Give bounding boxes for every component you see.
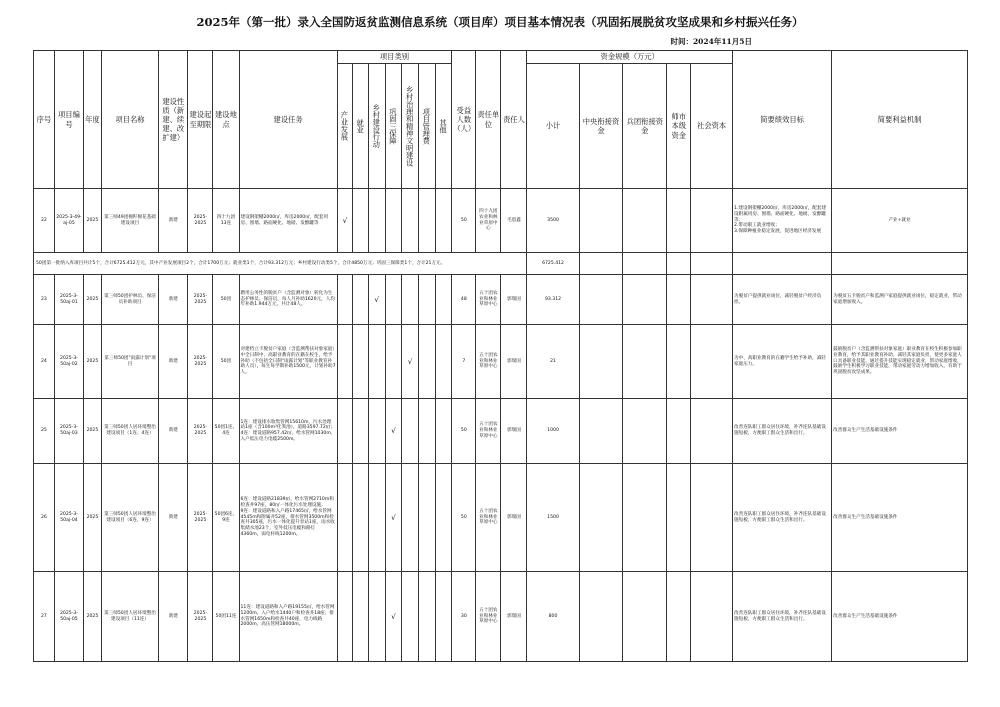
col-benefit: 简要利益机制 [832, 51, 968, 189]
cell-beneficiaries: 30 [452, 572, 476, 662]
table-row [34, 325, 968, 399]
fund-cell [667, 325, 691, 399]
cell-benefit: 改善群众生产生活基础设施条件 [832, 464, 968, 572]
col-category-group: 项目类别 [337, 51, 452, 64]
cell-cat-industry: √ [337, 189, 353, 253]
summary-row [34, 253, 968, 275]
cell-fund-total: 3500 [527, 189, 579, 253]
cell-nature: 新建 [159, 464, 188, 572]
fund-cell [667, 399, 691, 464]
cell-name: 第三师50团人居环境整治建设项目（11连） [101, 572, 158, 662]
category-cell [418, 464, 435, 572]
fund-cell [691, 464, 733, 572]
report-date: 时间：2024年11月5日 [670, 37, 752, 46]
col-unit: 责任单位 [476, 51, 501, 189]
cell-benefit: 鼓励脱贫户（含监测帮扶对象家庭）职业教育在校生积极参加职业教育，给予其职业教育补助，减轻其家庭负担，使更多家庭人口具备职业技能，通过提升技能实现稳定就业，带动家庭增收，鼓励学生积极学习职业技能，带动家庭劳动力增加收入，有助于巩固脱贫攻坚成果。 [832, 325, 968, 399]
category-cell [402, 399, 419, 464]
category-cell [385, 325, 402, 399]
cell-code: 2025-3-50aj-02 [54, 325, 83, 399]
cell-unit: 五十团农业和林业草原中心 [476, 399, 501, 464]
category-cell [435, 572, 452, 662]
cell-place: 50团 [213, 275, 239, 325]
cell-unit: 五十团农业和林业草原中心 [476, 275, 501, 325]
table-row [34, 572, 968, 662]
cell-unit: 五十团农业和林业草原中心 [476, 325, 501, 399]
col-fund-total: 小计 [527, 64, 579, 189]
category-cell [353, 325, 369, 399]
cell-task: 6连：建设道路21839㎡，给水管网2710m和检查井97座，80㎡一体化污水处理设施。 9连：建设道路和入户路17465㎡，给水管网4545m和附属井52座，排水管网3500m和检查井305座，污水一体化提升泵站1座，雨水收集储水池23个，室外低压电缆和路灯4360m，弱电杆线1200m。 [239, 464, 337, 572]
category-cell [337, 275, 353, 325]
cell-code: 2025-3-50aj-01 [54, 275, 83, 325]
cell-year: 2025 [84, 399, 102, 464]
col-fund-bingtuan: 兵团衔接资金 [623, 64, 667, 189]
fund-cell [579, 275, 623, 325]
cell-person: 毛恩鑫 [501, 189, 527, 253]
cell-seq: 25 [34, 399, 55, 464]
category-cell [368, 399, 385, 464]
cell-year: 2025 [84, 275, 102, 325]
fund-cell [691, 399, 733, 464]
category-cell [385, 275, 402, 325]
cell-benefit: 为脱贫五卡脱贫户和监测户家庭提供就业岗位，稳定就业，带动家庭增加收入。 [832, 275, 968, 325]
cell-nature: 新建 [159, 399, 188, 464]
col-cat-govern: 乡村治理和精神文明建设 [402, 64, 419, 189]
cell-seq: 22 [34, 189, 55, 253]
col-task: 建设任务 [239, 51, 337, 189]
fund-cell [691, 275, 733, 325]
table-row [34, 399, 968, 464]
cell-period: 2025-2025 [188, 325, 213, 399]
cell-nature: 新建 [159, 325, 188, 399]
summary-total: 6725.412 [527, 253, 579, 275]
category-cell [353, 275, 369, 325]
cell-task: 对建档立卡脱贫户家庭（含监测帮扶对象家庭）中全日制中、高职业教育的在籍在校生，给予补助（不包括全日制"雨露计划"等职业教育补助人员），每生每学期补助1500元，计划补助7人。 [239, 325, 337, 399]
cell-name: 第三师49团棉籽棉花基础建设项目 [101, 189, 158, 253]
cell-goal: 改善连队职工群众居住环境，补齐连队基础设施短板，方便职工群众生活和出行。 [733, 399, 832, 464]
cell-benefit: 改善群众生产生活基础设施条件 [832, 572, 968, 662]
cell-beneficiaries: 50 [452, 189, 476, 253]
fund-cell [667, 464, 691, 572]
cell-place: 50团6连、9连 [213, 464, 239, 572]
category-cell [337, 464, 353, 572]
col-fund-group: 资金规模（万元） [527, 51, 733, 64]
category-cell [402, 275, 419, 325]
fund-cell [667, 572, 691, 662]
category-check-mark: √ [402, 325, 419, 399]
fund-cell [579, 464, 623, 572]
col-place: 建设地点 [213, 51, 239, 189]
cell-period: 2025-2025 [188, 464, 213, 572]
cell-task: 聘用公务性的脱贫户（含监测对象）转化为生态护林员、保洁员，每人月补助1620元，人均年补助1.944万元，共计48人。 [239, 275, 337, 325]
category-cell [353, 572, 369, 662]
fund-cell [623, 275, 667, 325]
cell-place: 50团 [213, 325, 239, 399]
fund-cell [691, 325, 733, 399]
cell-fund-total: 1500 [527, 464, 579, 572]
cell-beneficiaries: 50 [452, 399, 476, 464]
category-check-mark: √ [385, 464, 402, 572]
category-cell [435, 325, 452, 399]
cell-unit: 五十团农业和林业草原中心 [476, 572, 501, 662]
cell-place: 四十九团13连 [213, 189, 239, 253]
cell-code: 2025-3-50aj-05 [54, 572, 83, 662]
fund-cell [623, 464, 667, 572]
fund-cell [579, 399, 623, 464]
cell-seq: 24 [34, 325, 55, 399]
cell-benefit: 改善群众生产生活基础设施条件 [832, 399, 968, 464]
cell-goal: 改善连队职工群众居住环境，补齐连队基础设施短板，方便职工群众生活和出行。 [733, 572, 832, 662]
cell-person: 郭瑞国 [501, 464, 527, 572]
cell-beneficiaries: 50 [452, 464, 476, 572]
fund-cell [623, 399, 667, 464]
category-cell [418, 572, 435, 662]
project-table [33, 50, 968, 662]
col-cat-employ: 就业 [353, 64, 369, 189]
category-cell [435, 464, 452, 572]
table-row [34, 189, 968, 253]
category-cell [418, 275, 435, 325]
col-fund-social: 社会资本 [691, 64, 733, 189]
cell-period: 2025-2025 [188, 572, 213, 662]
col-code: 项目编号 [54, 51, 83, 189]
category-cell [368, 464, 385, 572]
col-cat-other: 其他 [435, 64, 452, 189]
cell-year: 2025 [84, 325, 102, 399]
cell-name: 第三师50团人居环境整治建设项目（6连、9连） [101, 464, 158, 572]
col-cat-rural: 乡村建设行动 [368, 64, 385, 189]
category-cell [368, 572, 385, 662]
cell-code: 2025-3-49-aj-05 [54, 189, 83, 253]
cell-seq: 27 [34, 572, 55, 662]
category-cell [353, 464, 369, 572]
col-period: 建设起至期限 [188, 51, 213, 189]
cell-place: 50团11连 [213, 572, 239, 662]
page-title: 2025年（第一批）录入全国防返贫监测信息系统（项目库）项目基本情况表（巩固拓展脱贫攻坚成果和乡村振兴任务） [196, 15, 804, 29]
col-person: 责任人 [501, 51, 527, 189]
cell-unit: 五十团农业和林业草原中心 [476, 464, 501, 572]
fund-cell [691, 572, 733, 662]
col-beneficiaries: 受益人数（人） [452, 51, 476, 189]
col-fund-central: 中央衔接资金 [579, 64, 623, 189]
table-row [34, 275, 968, 325]
fund-cell [579, 572, 623, 662]
category-cell [337, 572, 353, 662]
cell-beneficiaries: 7 [452, 325, 476, 399]
cell-goal: 改善连队职工群众居住环境，补齐连队基础设施短板，方便职工群众生活和出行。 [733, 464, 832, 572]
cell-year: 2025 [84, 464, 102, 572]
table-row [34, 464, 968, 572]
cell-goal: 为中、高职业教育的在籍学生给予补助，减轻家庭压力。 [733, 325, 832, 399]
cell-nature: 新建 [159, 189, 188, 253]
category-check-mark: √ [385, 399, 402, 464]
cell-fund-total: 93.312 [527, 275, 579, 325]
cell-nature: 新建 [159, 572, 188, 662]
cell-name: 第三师50团人居环境整治建设项目（1连、4连） [101, 399, 158, 464]
col-cat-guarantee: 巩固三保障 [385, 64, 402, 189]
fund-cell [623, 572, 667, 662]
cell-task: 建设钢架棚2000㎡，库房2000㎡，配套用房、围墙、路面硬化、地磅、发酵罐等 [239, 189, 337, 253]
col-year: 年度 [84, 51, 102, 189]
col-goal: 简要绩效目标 [733, 51, 832, 189]
cell-goal: 1.建设钢架棚2000㎡，库房2000㎡，配套建设附属用房、围墙、路面硬化、地磅、发酵罐等； 2.带动职工就业增收； 3.保障种植业稳定发展，促进地区经济发展 [733, 189, 832, 253]
cell-person: 郭瑞国 [501, 325, 527, 399]
category-cell [353, 399, 369, 464]
category-cell [435, 399, 452, 464]
fund-cell [623, 325, 667, 399]
cell-beneficiaries: 48 [452, 275, 476, 325]
cell-period: 2025-2025 [188, 189, 213, 253]
cell-person: 郭瑞国 [501, 572, 527, 662]
cell-year: 2025 [84, 189, 102, 253]
cell-code: 2025-3-50aj-04 [54, 464, 83, 572]
cell-unit: 四十九团农业和林业草原中心 [476, 189, 501, 253]
cell-period: 2025-2025 [188, 275, 213, 325]
cell-fund-total: 1000 [527, 399, 579, 464]
col-cat-mgmt: 项目管理费 [418, 64, 435, 189]
col-nature: 建设性质（新建、续建、改扩建） [159, 51, 188, 189]
category-check-mark: √ [368, 275, 385, 325]
category-cell [337, 399, 353, 464]
cell-person: 郭瑞国 [501, 275, 527, 325]
cell-task: 1连：建设排水收集管网15610m，污水处理站1座（含100m³化粪池），道路3597.72㎡； 4连：建设道路957.42㎡，给水管网1030m，入户低压电力电缆2500m。 [239, 399, 337, 464]
cell-seq: 26 [34, 464, 55, 572]
category-cell [368, 325, 385, 399]
fund-cell [579, 325, 623, 399]
cell-nature: 新建 [159, 275, 188, 325]
cell-benefit: 产业+就业 [832, 189, 968, 253]
category-cell [402, 572, 419, 662]
col-name: 项目名称 [101, 51, 158, 189]
cell-name: 第三师50团护林员、保洁员补助项目 [101, 275, 158, 325]
cell-year: 2025 [84, 572, 102, 662]
cell-code: 2025-3-50aj-03 [54, 399, 83, 464]
cell-task: 11连：建设道路和入户路19155㎡，给水管网1200m、入户给水1440户和检查井18座；排水管网1650m和检查井40座，电力线路2000m，高压管网18000m。 [239, 572, 337, 662]
cell-period: 2025-2025 [188, 399, 213, 464]
col-fund-division: 师市本级资金 [667, 64, 691, 189]
cell-fund-total: 21 [527, 325, 579, 399]
category-cell [418, 325, 435, 399]
cell-name: 第三师50团"雨露计划"项目 [101, 325, 158, 399]
fund-cell [667, 275, 691, 325]
summary-text: 50团第一批纳入库项目共计5个，合计6725.412万元，其中产业发展项目2个，合计1700万元；就业类1个，合计93.312万元；乡村建设行动类5个，合计4850万元；巩固三保障类1个，合计21万元。 [34, 253, 527, 275]
category-cell [402, 464, 419, 572]
col-seq: 序号 [34, 51, 55, 189]
col-cat-industry: 产业发展 [337, 64, 353, 189]
category-cell [435, 275, 452, 325]
category-cell [337, 325, 353, 399]
category-cell [418, 399, 435, 464]
cell-person: 郭瑞国 [501, 399, 527, 464]
category-check-mark: √ [385, 572, 402, 662]
cell-place: 50团1连、4连 [213, 399, 239, 464]
cell-goal: 为脱贫户提供就业岗位，减轻脱贫户经济负担。 [733, 275, 832, 325]
cell-fund-total: 800 [527, 572, 579, 662]
cell-seq: 23 [34, 275, 55, 325]
